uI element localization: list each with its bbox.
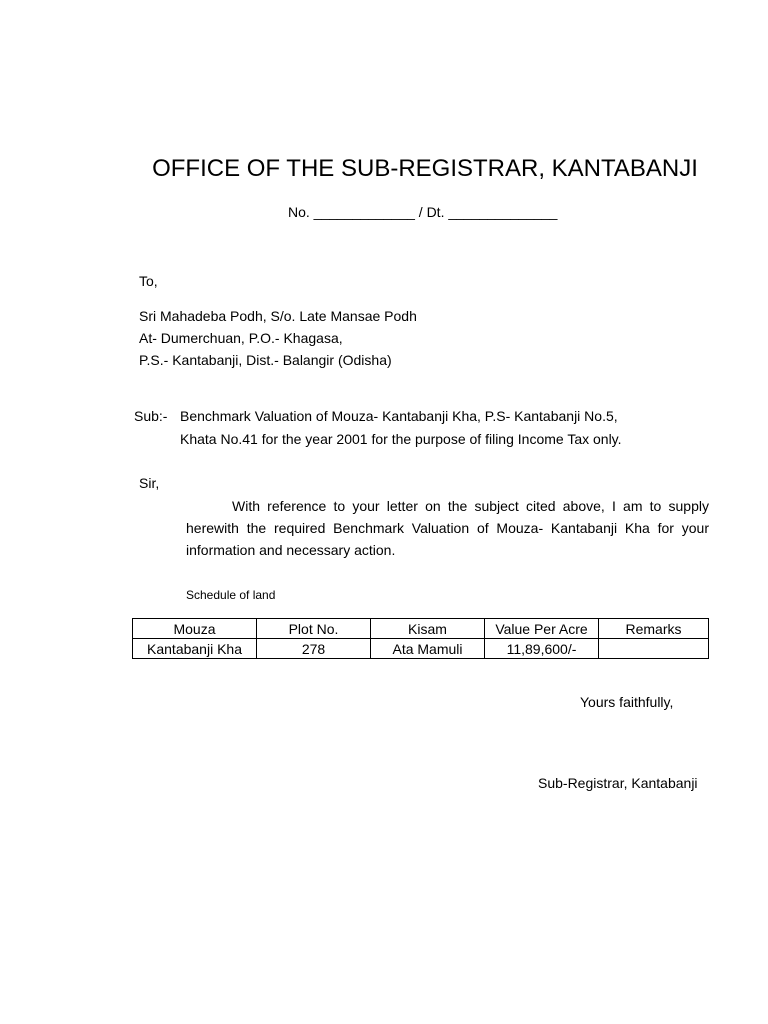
reference-number-line: No. _____________ / Dt. ______________ [288,204,558,220]
cell-plot-no: 278 [257,639,371,659]
schedule-table [132,618,709,659]
subject-text: Benchmark Valuation of Mouza- Kantabanji Kha, P.S- Kantabanji No.5, [180,408,618,424]
addressee-address-line: At- Dumerchuan, P.O.- Khagasa, [139,330,343,346]
cell-kisam: Ata Mamuli [371,639,485,659]
column-header-remarks: Remarks [599,619,709,639]
addressee-address-line: P.S.- Kantabanji, Dist.- Balangir (Odisha) [139,352,392,368]
cell-value-per-acre: 11,89,600/- [485,639,599,659]
body-paragraph-text: With reference to your letter on the subject cited above, I am to supply herewith the required Benchmark Valuation of Mouza- Kantabanji Kha for your information and necessary action. [186,498,709,558]
column-header-plot-no: Plot No. [257,619,371,639]
subject-label: Sub:- [134,408,168,424]
closing-phrase: Yours faithfully, [580,694,674,710]
table-header-row [133,619,709,639]
subject-text: Khata No.41 for the year 2001 for the purpose of filing Income Tax only. [180,431,622,447]
column-header-mouza: Mouza [133,619,257,639]
table-row [133,639,709,659]
body-paragraph [186,495,709,561]
signatory: Sub-Registrar, Kantabanji [538,775,698,791]
column-header-value-per-acre: Value Per Acre [485,619,599,639]
greeting: Sir, [139,475,160,491]
addressee-name: Sri Mahadeba Podh, S/o. Late Mansae Podh [139,308,417,324]
cell-remarks [599,639,709,659]
addressee-salutation: To, [139,273,158,289]
cell-mouza: Kantabanji Kha [133,639,257,659]
office-title: OFFICE OF THE SUB-REGISTRAR, KANTABANJI [152,155,698,182]
column-header-kisam: Kisam [371,619,485,639]
schedule-label: Schedule of land [186,588,276,602]
